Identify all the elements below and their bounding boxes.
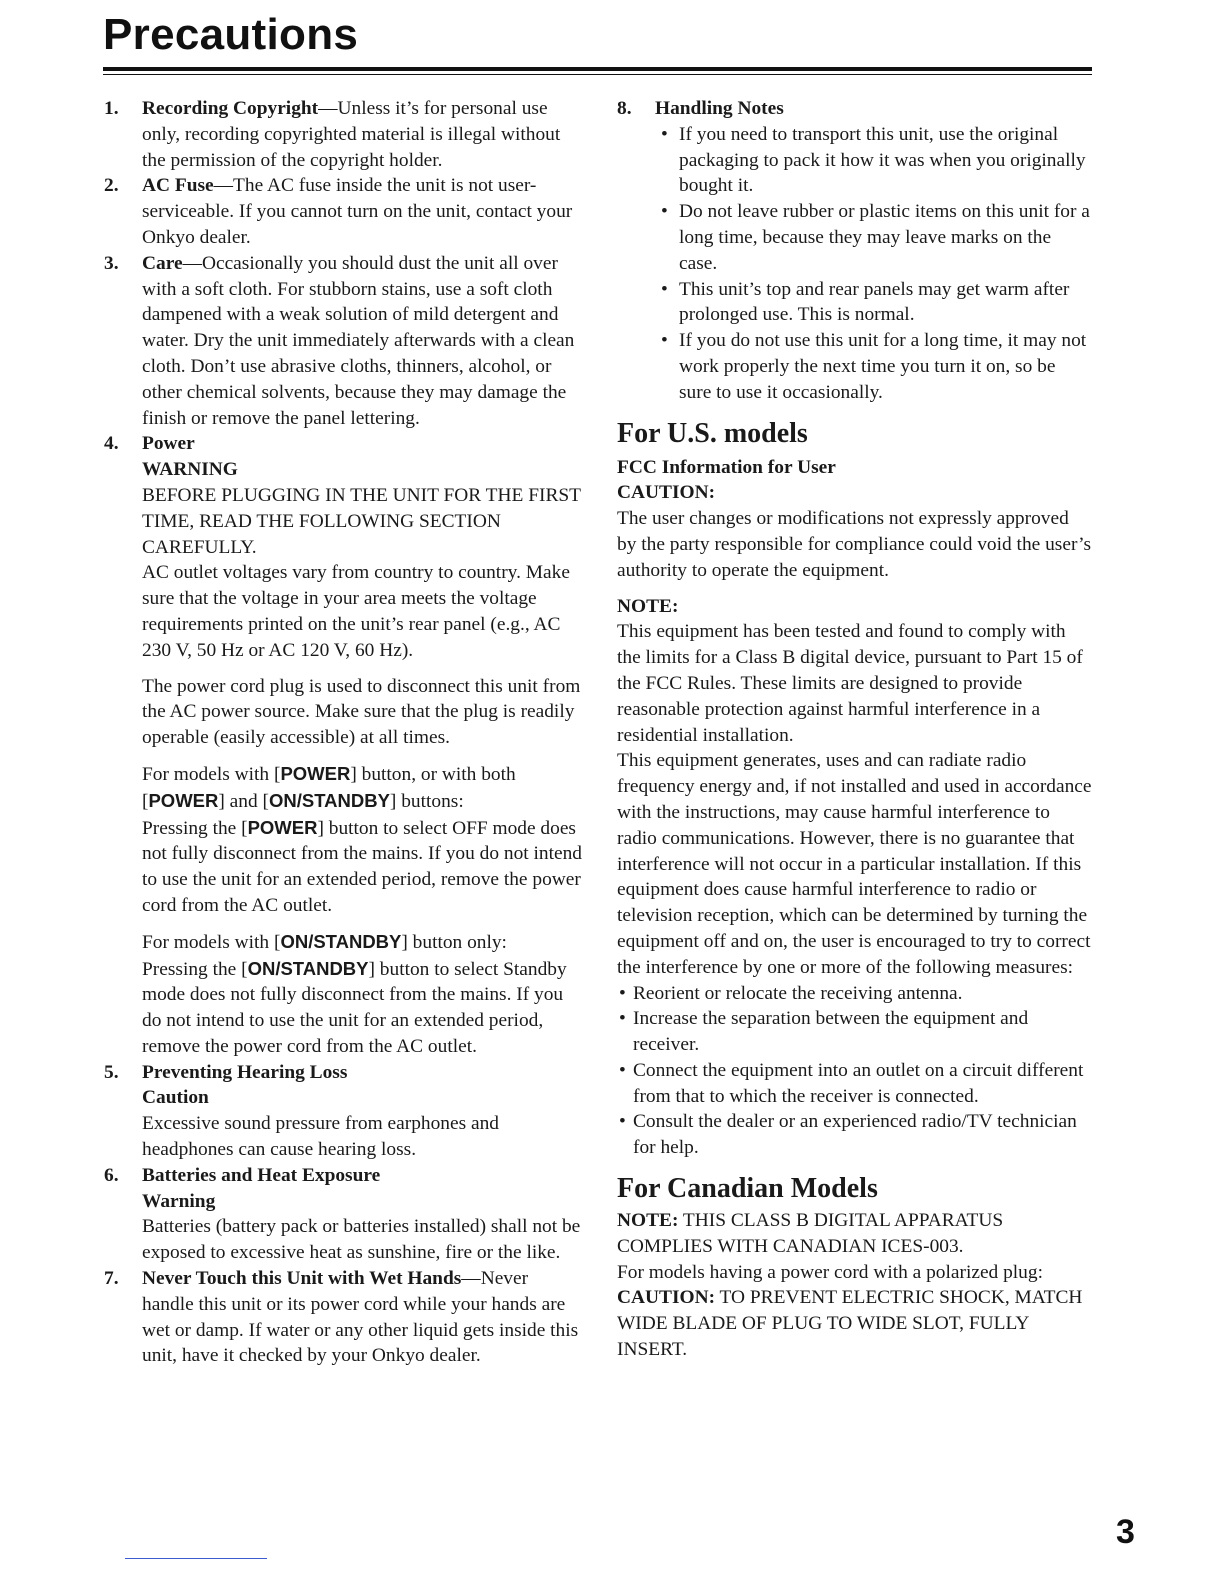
item-number: 1. xyxy=(104,98,119,119)
item-heading: Batteries and Heat Exposure xyxy=(142,1164,381,1186)
precaution-item-8 xyxy=(617,96,1092,406)
item-text: —The AC fuse inside the unit is not user-serviceable. If you cannot turn on the unit, contact your Onkyo dealer. xyxy=(142,175,573,248)
list-item: • Connect the equipment into an outlet on a circuit different from that to which the receiver is connected. xyxy=(617,1058,1092,1110)
item-heading: Care xyxy=(142,252,183,274)
item-heading: Handling Notes xyxy=(655,98,784,119)
item-heading: Preventing Hearing Loss xyxy=(142,1061,348,1083)
measures-list xyxy=(617,981,1092,1162)
item-text: Excessive sound pressure from earphones and headphones can cause hearing loss. xyxy=(142,1113,500,1161)
warning-label: WARNING xyxy=(142,459,238,481)
item-text: —Unless it’s for personal use only, recording copyrighted material is illegal without the permission of the copyright holder. xyxy=(142,98,561,171)
power-button-models-paragraph: For models with [POWER] button, or with both [POWER] and [ON/STANDBY] buttons: Pressing the [POWER] button to select OFF mode does not fully disconnect from the mains. If you do not intend to use the unit for an extended period, remove the power cord from the AC outlet. xyxy=(142,762,582,916)
item-number: 6. xyxy=(104,1164,119,1186)
caution-label: CAUTION: xyxy=(617,482,716,504)
item-number: 7. xyxy=(104,1268,119,1290)
onstandby-button-label: ON/STANDBY xyxy=(280,930,402,952)
item-text: Batteries (battery pack or batteries installed) shall not be exposed to excessive heat as sunshine, fire or the like. xyxy=(142,1216,581,1264)
precaution-item-6 xyxy=(104,1163,584,1266)
page-title: Precautions xyxy=(103,10,359,59)
footer-line xyxy=(125,1558,267,1559)
us-models-heading: For U.S. models xyxy=(617,417,808,449)
polarized-plug-text: For models having a power cord with a polarized plug: xyxy=(617,1261,1043,1283)
fcc-title: FCC Information for User xyxy=(617,456,836,478)
item-heading: Recording Copyright xyxy=(142,98,319,119)
note-paragraph-1: This equipment has been tested and found to comply with the limits for a Class B digital device, pursuant to Part 15 of the FCC Rules. These limits are designed to provide reasonable protection against harmful interference in a residential installation. xyxy=(617,621,1083,746)
note-paragraph-2: This equipment generates, uses and can radiate radio frequency energy and, if not installed and used in accordance with the instructions, may cause harmful interference to radio communications. However, there is no guarantee that interference will not occur in a particular installation. If this equipment does cause harmful interference to radio or television reception, which can be determined by turning the equipment off and on, the user is encouraged to try to correct the interference by one or more of the following measures: xyxy=(617,750,1092,978)
onstandby-models-paragraph: For models with [ON/STANDBY] button only: Pressing the [ON/STANDBY] button to select Standby mode does not fully disconnect from the mains. If you do not intend to use the unit for an extended period, remove the power cord from the AC outlet. xyxy=(142,930,567,1057)
item-heading: AC Fuse xyxy=(142,175,214,197)
power-button-label: POWER xyxy=(247,816,318,838)
item-number: 2. xyxy=(104,175,119,197)
canadian-models-heading: For Canadian Models xyxy=(617,1173,878,1205)
note-label: NOTE: xyxy=(617,595,679,617)
canadian-note: NOTE: THIS CLASS B DIGITAL APPARATUS COMPLIES WITH CANADIAN ICES-003. xyxy=(617,1210,1004,1257)
right-column xyxy=(617,96,1092,1363)
precaution-item-5 xyxy=(104,1060,584,1163)
left-column xyxy=(104,96,584,1369)
item-heading: Never Touch this Unit with Wet Hands xyxy=(142,1268,462,1290)
list-item: • Increase the separation between the equipment and receiver. xyxy=(617,1006,1092,1058)
item-heading: Power xyxy=(142,433,195,455)
page-number: 3 xyxy=(1116,1513,1135,1551)
caution-label: CAUTION: xyxy=(617,1287,716,1309)
canadian-caution: CAUTION: TO PREVENT ELECTRIC SHOCK, MATCH WIDE BLADE OF PLUG TO WIDE SLOT, FULLY INSERT. xyxy=(617,1287,1083,1361)
precaution-item-4 xyxy=(104,431,584,1059)
voltage-paragraph: AC outlet voltages vary from country to country. Make sure that the voltage in your area meets the voltage requirements printed on the unit’s rear panel (e.g., AC 230 V, 50 Hz or AC 120 V, 60 Hz). xyxy=(142,562,570,661)
onstandby-button-label: ON/STANDBY xyxy=(268,789,390,811)
item-text: —Never handle this unit or its power cord while your hands are wet or damp. If water or any other liquid gets inside this unit, have it checked by your Onkyo dealer. xyxy=(142,1268,579,1367)
list-item: • If you do not use this unit for a long time, it may not work properly the next time you turn it on, so be sure to use it occasionally. xyxy=(655,328,1092,405)
power-button-label: POWER xyxy=(148,789,219,811)
precaution-item-7 xyxy=(104,1266,584,1369)
list-item: • If you need to transport this unit, use the original packaging to pack it how it was when you originally bought it. xyxy=(655,122,1092,199)
onstandby-button-label: ON/STANDBY xyxy=(247,957,369,979)
power-button-label: POWER xyxy=(280,762,351,784)
caution-text: The user changes or modifications not expressly approved by the party responsible for compliance could void the user’s authority to operate the equipment. xyxy=(617,508,1092,581)
item-number: 8. xyxy=(617,98,632,119)
title-rule-thick xyxy=(103,67,1092,71)
item-number: 3. xyxy=(104,252,119,274)
item-text: —Occasionally you should dust the unit all over with a soft cloth. For stubborn stains, use a soft cloth dampened with a weak solution of mild detergent and water. Dry the unit immediately afterwards with a clean cloth. Don’t use abrasive cloths, thinners, alcohol, or other chemical solvents, because they may damage the finish or remove the panel lettering. xyxy=(142,252,575,429)
item-subheading: Caution xyxy=(142,1087,209,1109)
list-item: • This unit’s top and rear panels may get warm after prolonged use. This is normal. xyxy=(655,277,1092,329)
warning-caps-text: BEFORE PLUGGING IN THE UNIT FOR THE FIRST TIME, READ THE FOLLOWING SECTION CAREFULLY. xyxy=(142,484,581,558)
note-label: NOTE: xyxy=(617,1210,679,1232)
list-item: • Consult the dealer or an experienced radio/TV technician for help. xyxy=(617,1109,1092,1161)
item-subheading: Warning xyxy=(142,1190,216,1212)
item-number: 5. xyxy=(104,1061,119,1083)
plug-paragraph: The power cord plug is used to disconnect this unit from the AC power source. Make sure that the plug is readily operable (easily accessible) at all times. xyxy=(142,675,581,749)
precaution-item-1 xyxy=(104,96,584,173)
item-number: 4. xyxy=(104,433,119,455)
precaution-item-2 xyxy=(104,173,584,250)
list-item: • Reorient or relocate the receiving antenna. xyxy=(617,981,1092,1007)
precaution-item-3 xyxy=(104,251,584,432)
handling-notes-list xyxy=(655,122,1092,406)
list-item: • Do not leave rubber or plastic items on this unit for a long time, because they may leave marks on the case. xyxy=(655,199,1092,276)
title-rule-thin xyxy=(103,74,1092,75)
